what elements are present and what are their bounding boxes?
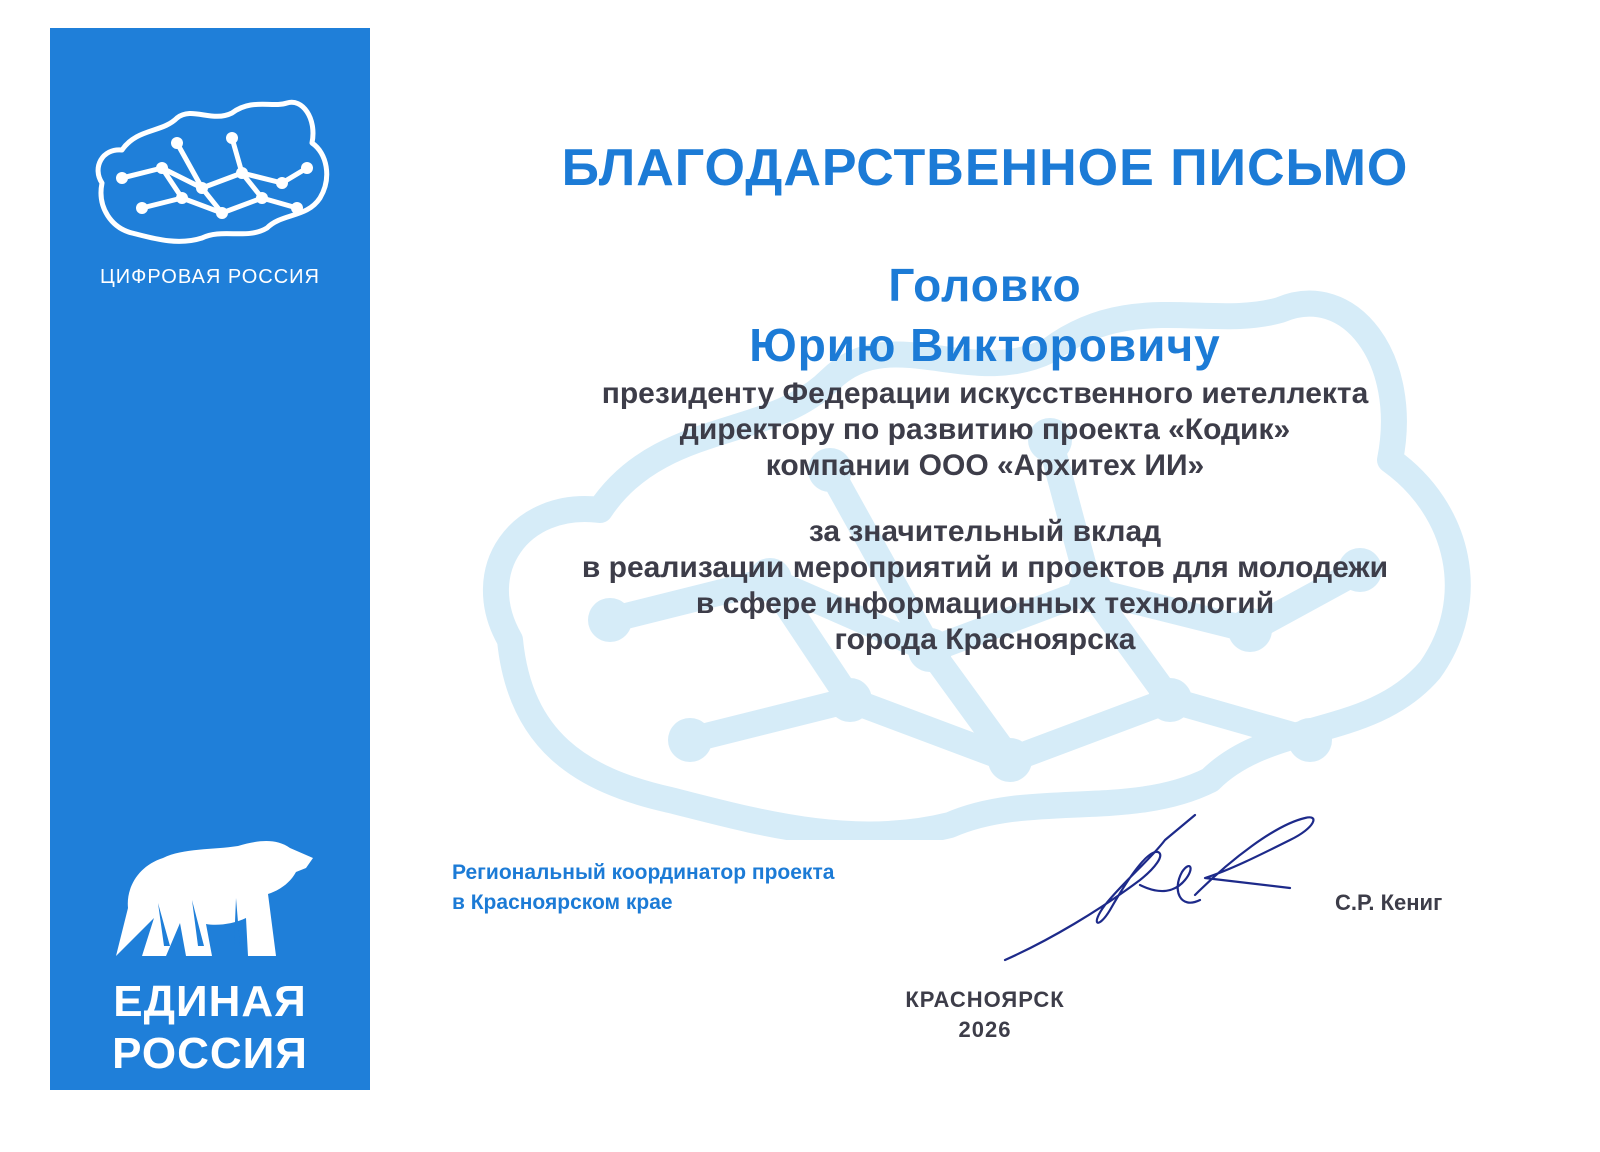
party-name-line1: ЕДИНАЯ bbox=[113, 977, 307, 1026]
russia-network-map-icon bbox=[82, 88, 342, 258]
party-name-line2: РОССИЯ bbox=[112, 1029, 308, 1078]
digital-russia-brand: ЦИФРОВАЯ РОССИЯ bbox=[99, 266, 320, 288]
position-line: компании ООО «Архитех ИИ» bbox=[765, 449, 1205, 482]
position-line: директору по развитию проекта «Кодик» bbox=[679, 413, 1291, 446]
sidebar-panel bbox=[50, 28, 370, 1090]
handwritten-signature bbox=[990, 800, 1330, 970]
signer-name: С.Р. Кениг bbox=[1335, 890, 1443, 915]
recipient-given-name: Юрию Викторовичу bbox=[749, 319, 1221, 371]
recipient-surname: Головко bbox=[888, 259, 1082, 311]
year: 2026 bbox=[958, 1017, 1012, 1042]
recipient-positions bbox=[370, 376, 1600, 484]
merit-line: в сфере информационных технологий bbox=[695, 587, 1275, 620]
letter-title: БЛАГОДАРСТВЕННОЕ ПИСЬМО bbox=[561, 139, 1409, 197]
bear-emblem-icon bbox=[108, 828, 318, 958]
merit-line: города Красноярска bbox=[834, 623, 1136, 656]
coordinator-title bbox=[452, 858, 834, 918]
position-line: президенту Федерации искусственного иетеллекта bbox=[601, 377, 1369, 410]
coordinator-line1: Региональный координатор проекта bbox=[452, 861, 835, 884]
city: КРАСНОЯРСК bbox=[905, 987, 1065, 1012]
coordinator-line2: в Красноярском крае bbox=[452, 891, 673, 914]
place-and-year bbox=[370, 985, 1600, 1045]
merit-line: за значительный вклад bbox=[808, 515, 1162, 548]
united-russia-party-name bbox=[50, 976, 370, 1080]
merit-statement bbox=[370, 514, 1600, 658]
merit-line: в реализации мероприятий и проектов для молодежи bbox=[581, 551, 1389, 584]
